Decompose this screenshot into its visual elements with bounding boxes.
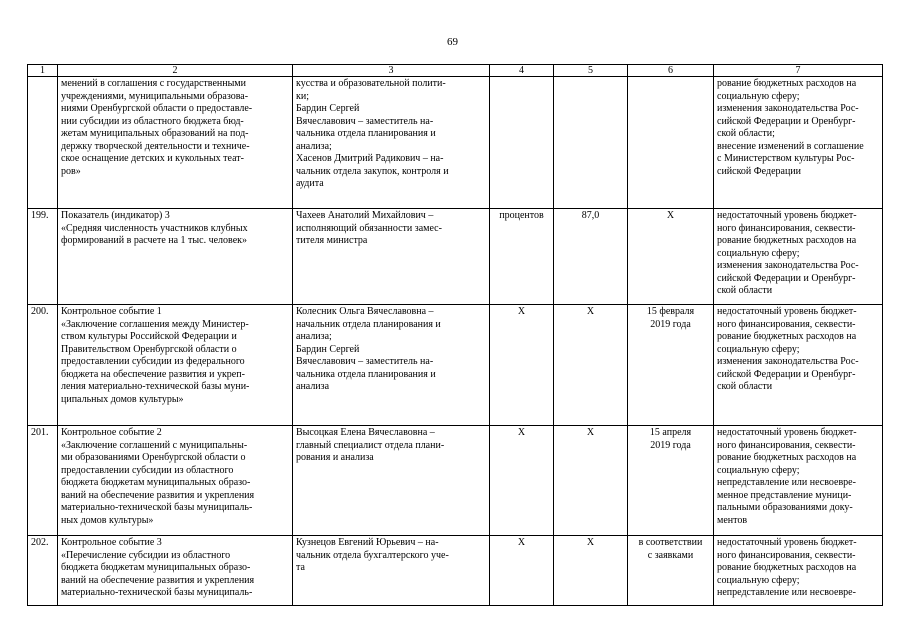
column-number: 7	[714, 65, 883, 77]
value-cell: Х	[554, 426, 628, 536]
date-cell: Х	[628, 209, 714, 305]
responsible-cell: кусства и образовательной полити- ки; Бардин Сергей Вячеславович – заместитель на- чальника отдела планирования и анализа; Хасенов Дмитрий Радикович – на- чальник отдела закупок, контроля и аудита	[293, 77, 490, 209]
responsible-cell: Кузнецов Евгений Юрьевич – на- чальник отдела бухгалтерского уче- та	[293, 536, 490, 606]
date-cell	[628, 77, 714, 209]
plan-table	[27, 64, 883, 606]
column-number: 4	[490, 65, 554, 77]
risks-cell: недостаточный уровень бюджет- ного финансирования, секвести- рование бюджетных расходов на социальную сферу; непредставление или несвоевре-	[714, 536, 883, 606]
unit-cell: Х	[490, 426, 554, 536]
column-number: 3	[293, 65, 490, 77]
date-cell: 15 февраля 2019 года	[628, 305, 714, 426]
risks-cell: недостаточный уровень бюджет- ного финансирования, секвести- рование бюджетных расходов на социальную сферу; изменения законодательства Рос- сийской Федерации и Оренбург- ской области	[714, 209, 883, 305]
table-row	[28, 426, 883, 536]
value-cell: 87,0	[554, 209, 628, 305]
page-number: 69	[447, 36, 458, 48]
row-number: 201.	[28, 426, 58, 536]
row-number: 202.	[28, 536, 58, 606]
unit-cell: Х	[490, 536, 554, 606]
risks-cell: рование бюджетных расходов на социальную сферу; изменения законодательства Рос- сийской Федерации и Оренбург- ской области; внесение изменений в соглашение с Министерством культуры Рос- сийской Федерации	[714, 77, 883, 209]
date-cell: 15 апреля 2019 года	[628, 426, 714, 536]
row-number: 199.	[28, 209, 58, 305]
event-cell: Показатель (индикатор) 3 «Средняя численность участников клубных формирований в расчете на 1 тыс. человек»	[58, 209, 293, 305]
value-cell: Х	[554, 305, 628, 426]
column-number: 6	[628, 65, 714, 77]
row-number	[28, 77, 58, 209]
table-row	[28, 209, 883, 305]
table-row	[28, 305, 883, 426]
column-number-row	[28, 65, 883, 77]
event-cell: Контрольное событие 3 «Перечисление субсидии из областного бюджета бюджетам муниципальных образо- ваний на обеспечение развития и укрепления материально-технической базы муниципаль-	[58, 536, 293, 606]
value-cell	[554, 77, 628, 209]
event-cell: Контрольное событие 2 «Заключение соглашений с муниципальны- ми образованиями Оренбургской области о предоставлении субсидии из областного бюджета бюджетам муниципальных образо- ваний на обеспечение развития и укрепления материально-технической базы муниципаль- ных домов культуры»	[58, 426, 293, 536]
column-number: 5	[554, 65, 628, 77]
unit-cell	[490, 77, 554, 209]
unit-cell: процентов	[490, 209, 554, 305]
responsible-cell: Чахеев Анатолий Михайлович – исполняющий обязанности замес- тителя министра	[293, 209, 490, 305]
column-number: 1	[28, 65, 58, 77]
event-cell: менений в соглашения с государственными учреждениями, муниципальными образова- ниями Оренбургской области о предоставле- нии субсидии из областного бюджета бюд- жетам муниципальных образований на под- держку творческой деятельности и техниче- ское оснащение детских и кукольных теат- ров»	[58, 77, 293, 209]
event-cell: Контрольное событие 1 «Заключение соглашения между Министер- ством культуры Российской Федерации и Правительством Оренбургской области о предоставлении субсидии из федерального бюджета на обеспечение развития и укреп- ления материально-технической базы муни- ципальных домов культуры»	[58, 305, 293, 426]
risks-cell: недостаточный уровень бюджет- ного финансирования, секвести- рование бюджетных расходов на социальную сферу; изменения законодательства Рос- сийской Федерации и Оренбург- ской области	[714, 305, 883, 426]
table-row	[28, 77, 883, 209]
row-number: 200.	[28, 305, 58, 426]
unit-cell: Х	[490, 305, 554, 426]
risks-cell: недостаточный уровень бюджет- ного финансирования, секвести- рование бюджетных расходов на социальную сферу; непредставление или несвоевре- менное представление муници- пальными образованиями доку- ментов	[714, 426, 883, 536]
date-cell: в соответствии с заявками	[628, 536, 714, 606]
responsible-cell: Колесник Ольга Вячеславовна – начальник отдела планирования и анализа; Бардин Сергей Вячеславович – заместитель на- чальника отдела планирования и анализа	[293, 305, 490, 426]
column-number: 2	[58, 65, 293, 77]
table-row	[28, 536, 883, 606]
responsible-cell: Высоцкая Елена Вячеславовна – главный специалист отдела плани- рования и анализа	[293, 426, 490, 536]
value-cell: Х	[554, 536, 628, 606]
